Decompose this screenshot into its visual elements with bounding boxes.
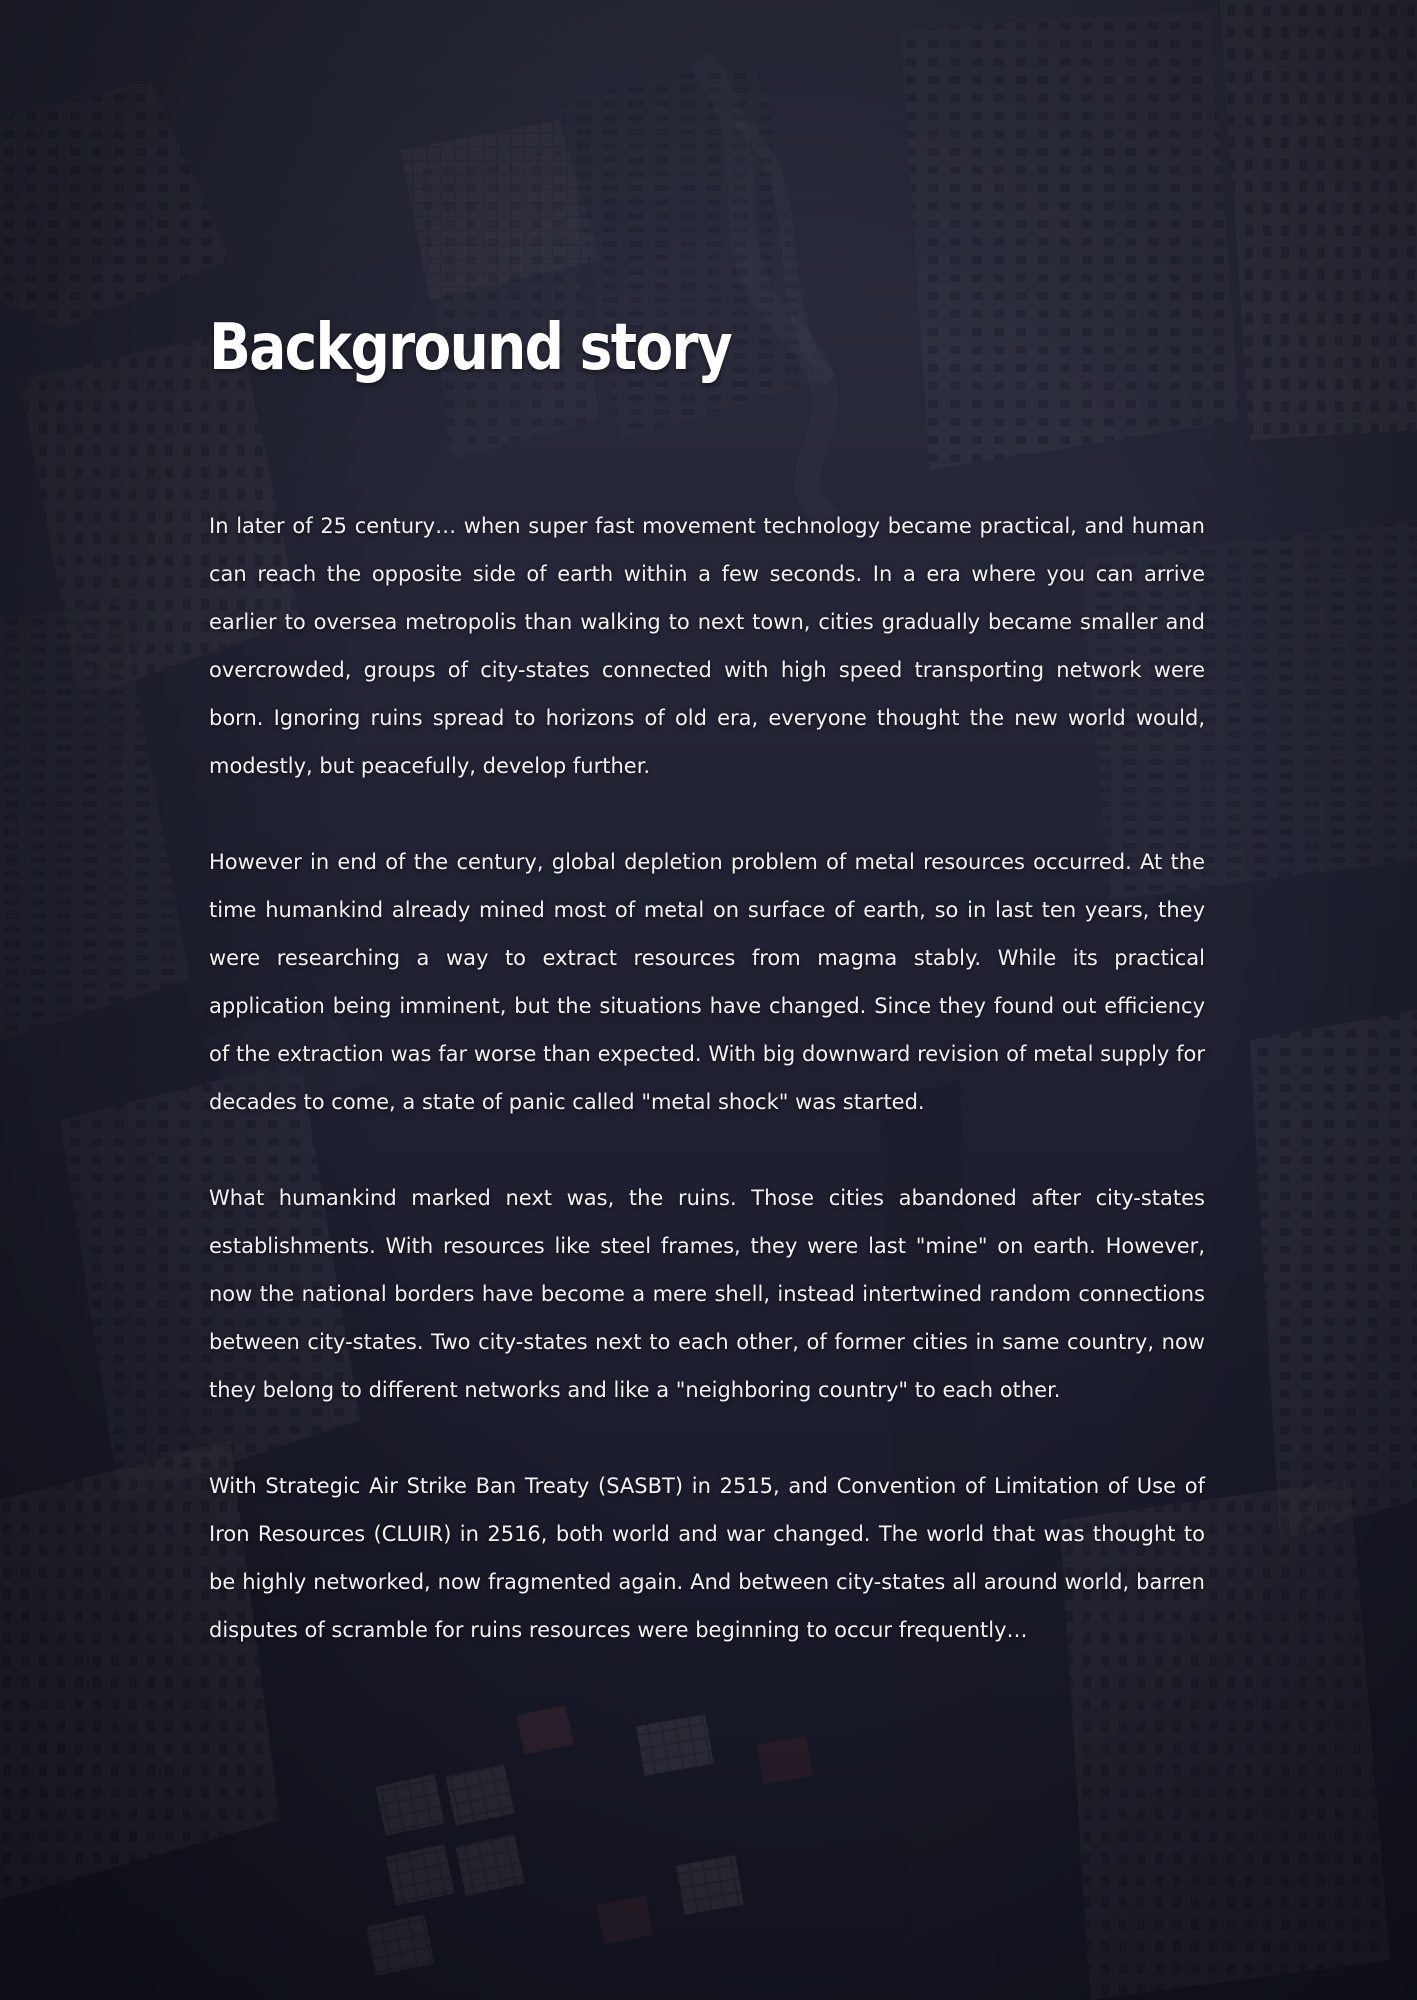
story-paragraph: However in end of the century, global depletion problem of metal resources occurred. At the time humankind already mined most of metal on surface of earth, so in last ten years, they were researching a way to extract resources from magma stably. While its practical application being imminent, but the situations have changed. Since they found out efficiency of the extraction was far worse than expected. With big downward revision of metal supply for decades to come, a state of panic called "metal shock" was started. (209, 850, 1205, 1114)
story-panel (209, 300, 1205, 1702)
story-paragraph: What humankind marked next was, the ruins. Those cities abandoned after city-states establishments. With resources like steel frames, they were last "mine" on earth. However, now the national borders have become a mere shell, instead intertwined random connections between city-states. Two city-states next to each other, of former cities in same country, now they belong to different networks and like a "neighboring country" to each other. (209, 1186, 1205, 1402)
story-paragraph: With Strategic Air Strike Ban Treaty (SASBT) in 2515, and Convention of Limitation of Use of Iron Resources (CLUIR) in 2516, both world and war changed. The world that was thought to be highly networked, now fragmented again. And between city-states all around world, barren disputes of scramble for ruins resources were beginning to occur frequently… (209, 1474, 1205, 1642)
story-paragraph: In later of 25 century… when super fast movement technology became practical, and human can reach the opposite side of earth within a few seconds. In a era where you can arrive earlier to oversea metropolis than walking to next town, cities gradually became smaller and overcrowded, groups of city-states connected with high speed transporting network were born. Ignoring ruins spread to horizons of old era, everyone thought the new world would, modestly, but peacefully, develop further. (209, 514, 1205, 778)
page-title: Background story (209, 311, 731, 385)
story-body (209, 502, 1205, 1654)
